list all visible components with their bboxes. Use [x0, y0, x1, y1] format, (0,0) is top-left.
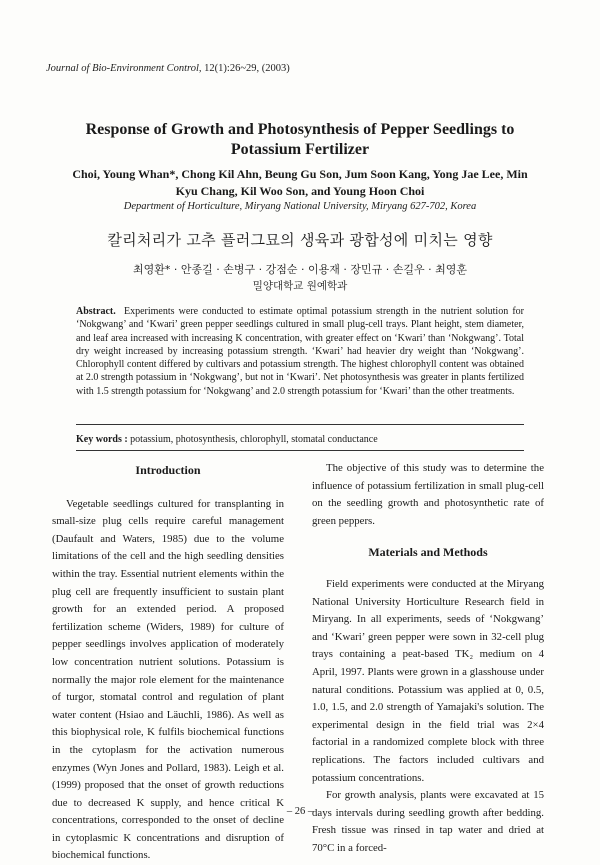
author-list: Choi, Young Whan*, Chong Kil Ahn, Beung Gu Son, Jum Soon Kang, Yong Jae Lee, Min Kyu Chang, Kil Woo Son, and Young Hoon Choi — [72, 167, 528, 198]
left-column — [52, 460, 284, 865]
journal-volume: 12(1):26~29, (2003) — [204, 63, 290, 74]
affiliation: Department of Horticulture, Miryang National University, Miryang 627-702, Korea — [123, 201, 477, 212]
abstract-label: Abstract. — [76, 306, 116, 317]
paper-title: Response of Growth and Photosynthesis of Pepper Seedlings to Potassium Fertilizer — [85, 121, 515, 158]
methods-paragraph-2: For growth analysis, plants were excavated at 15 days intervals during seedling growth after bedding. Fresh tissue was rinsed in tap water and dried at 70°C in a forced- — [312, 789, 544, 854]
keywords — [76, 434, 524, 445]
introduction-heading: Introduction — [135, 463, 201, 477]
korean-affiliation: 밀양대학교 원예학과 — [252, 280, 348, 292]
korean-title: 칼리처리가 고추 플러그묘의 생육과 광합성에 미치는 영향 — [107, 231, 493, 249]
methods-paragraph-1: Field experiments were conducted at the Miryang National University Horticulture Research field in Miryang. In all experiments, seeds of ‘Nokgwang’ and ‘Kwari’ green pepper were sown in 32-cell plug trays containing a peat-based TK₂ medium on 4 April, 1997. Plants were grown in a glasshouse under natural conditions. Potassium was applied at 0, 0.5, 1.0, 1.5, and 2.0 strength of Yamajaki's solution. The experimental design in the field trial was 2×4 factorial in a randomized complete block with three replications. The factors included cultivars and potassium concentrations. — [312, 577, 544, 784]
keywords-label: Key words : — [76, 434, 128, 445]
keywords-divider-bottom — [76, 450, 524, 451]
keywords-text: potassium, photosynthesis, chlorophyll, stomatal conductance — [130, 434, 378, 445]
abstract-divider-top — [76, 424, 524, 425]
page-number: – 26 – — [286, 806, 314, 817]
abstract-text: Experiments were conducted to estimate optimal potassium strength in the nutrient solution for ‘Nokgwang’ and ‘Kwari’ green pepper seedlings cultured in small plug-cell trays. Plant height, stem diameter, and leaf area increased with increasing K concentration, with greater effect on ‘Kwari’ than ‘Nokgwang’. Total dry weight increased by increasing potassium strength. ‘Kwari’ had heavier dry weight than ‘Nokgwang’. Chlorophyll content differed by cultivars and potassium strength. The highest chlorophyll content was obtained at 2.0 strength potassium in ‘Nokgwang’, but not in ‘Kwari’. Net photosynthesis was greater in plants fertilized with 1.5 strength potassium for ‘Nokgwang’ and 2.0 strength potassium for ‘Kwari’ than the other treatments. — [76, 306, 524, 397]
korean-author-list: 최영환* · 안종길 · 손병구 · 강점순 · 이용재 · 장민규 · 손길우 · 최영훈 — [133, 263, 467, 276]
right-column — [312, 460, 544, 857]
journal-name: Journal of Bio-Environment Control, — [46, 63, 202, 74]
methods-heading: Materials and Methods — [368, 545, 488, 560]
journal-citation — [46, 63, 290, 74]
abstract — [76, 305, 524, 398]
introduction-paragraph: Vegetable seedlings cultured for transplanting in small-size plug cells require careful management (Daufault and Waters, 1985) due to the volume limitations of the cell and the high seedling densities within the tray. Essential nutrient elements within the plug cell are frequently insufficient to sustain plant growth for an extended period. A proposed fertilization scheme (Widers, 1989) for culture of pepper seedlings involves application of moderately low concentration nutrient solutions. Potassium is normally the major role element for the maintenance of turgor, stomatal control and regulation of plant water content (Hsiao and Läuchli, 1986). As well as this biophysical role, K fulfils biochemical functions in the cytoplasm for the activation numerous enzymes (Wyn Jones and Pollard, 1983). Leigh et al. (1999) proposed that the onset of growth reductions due to decreased K supply, and hence critical K concentrations, corresponded to the onset of decline in cytoplasmic K concentrations and disruption of biochemical functions. — [52, 497, 284, 862]
objective-paragraph: The objective of this study was to determine the influence of potassium fertilization in small plug-cell on the seedling growth and photosynthetic rate of green peppers. — [312, 462, 544, 527]
